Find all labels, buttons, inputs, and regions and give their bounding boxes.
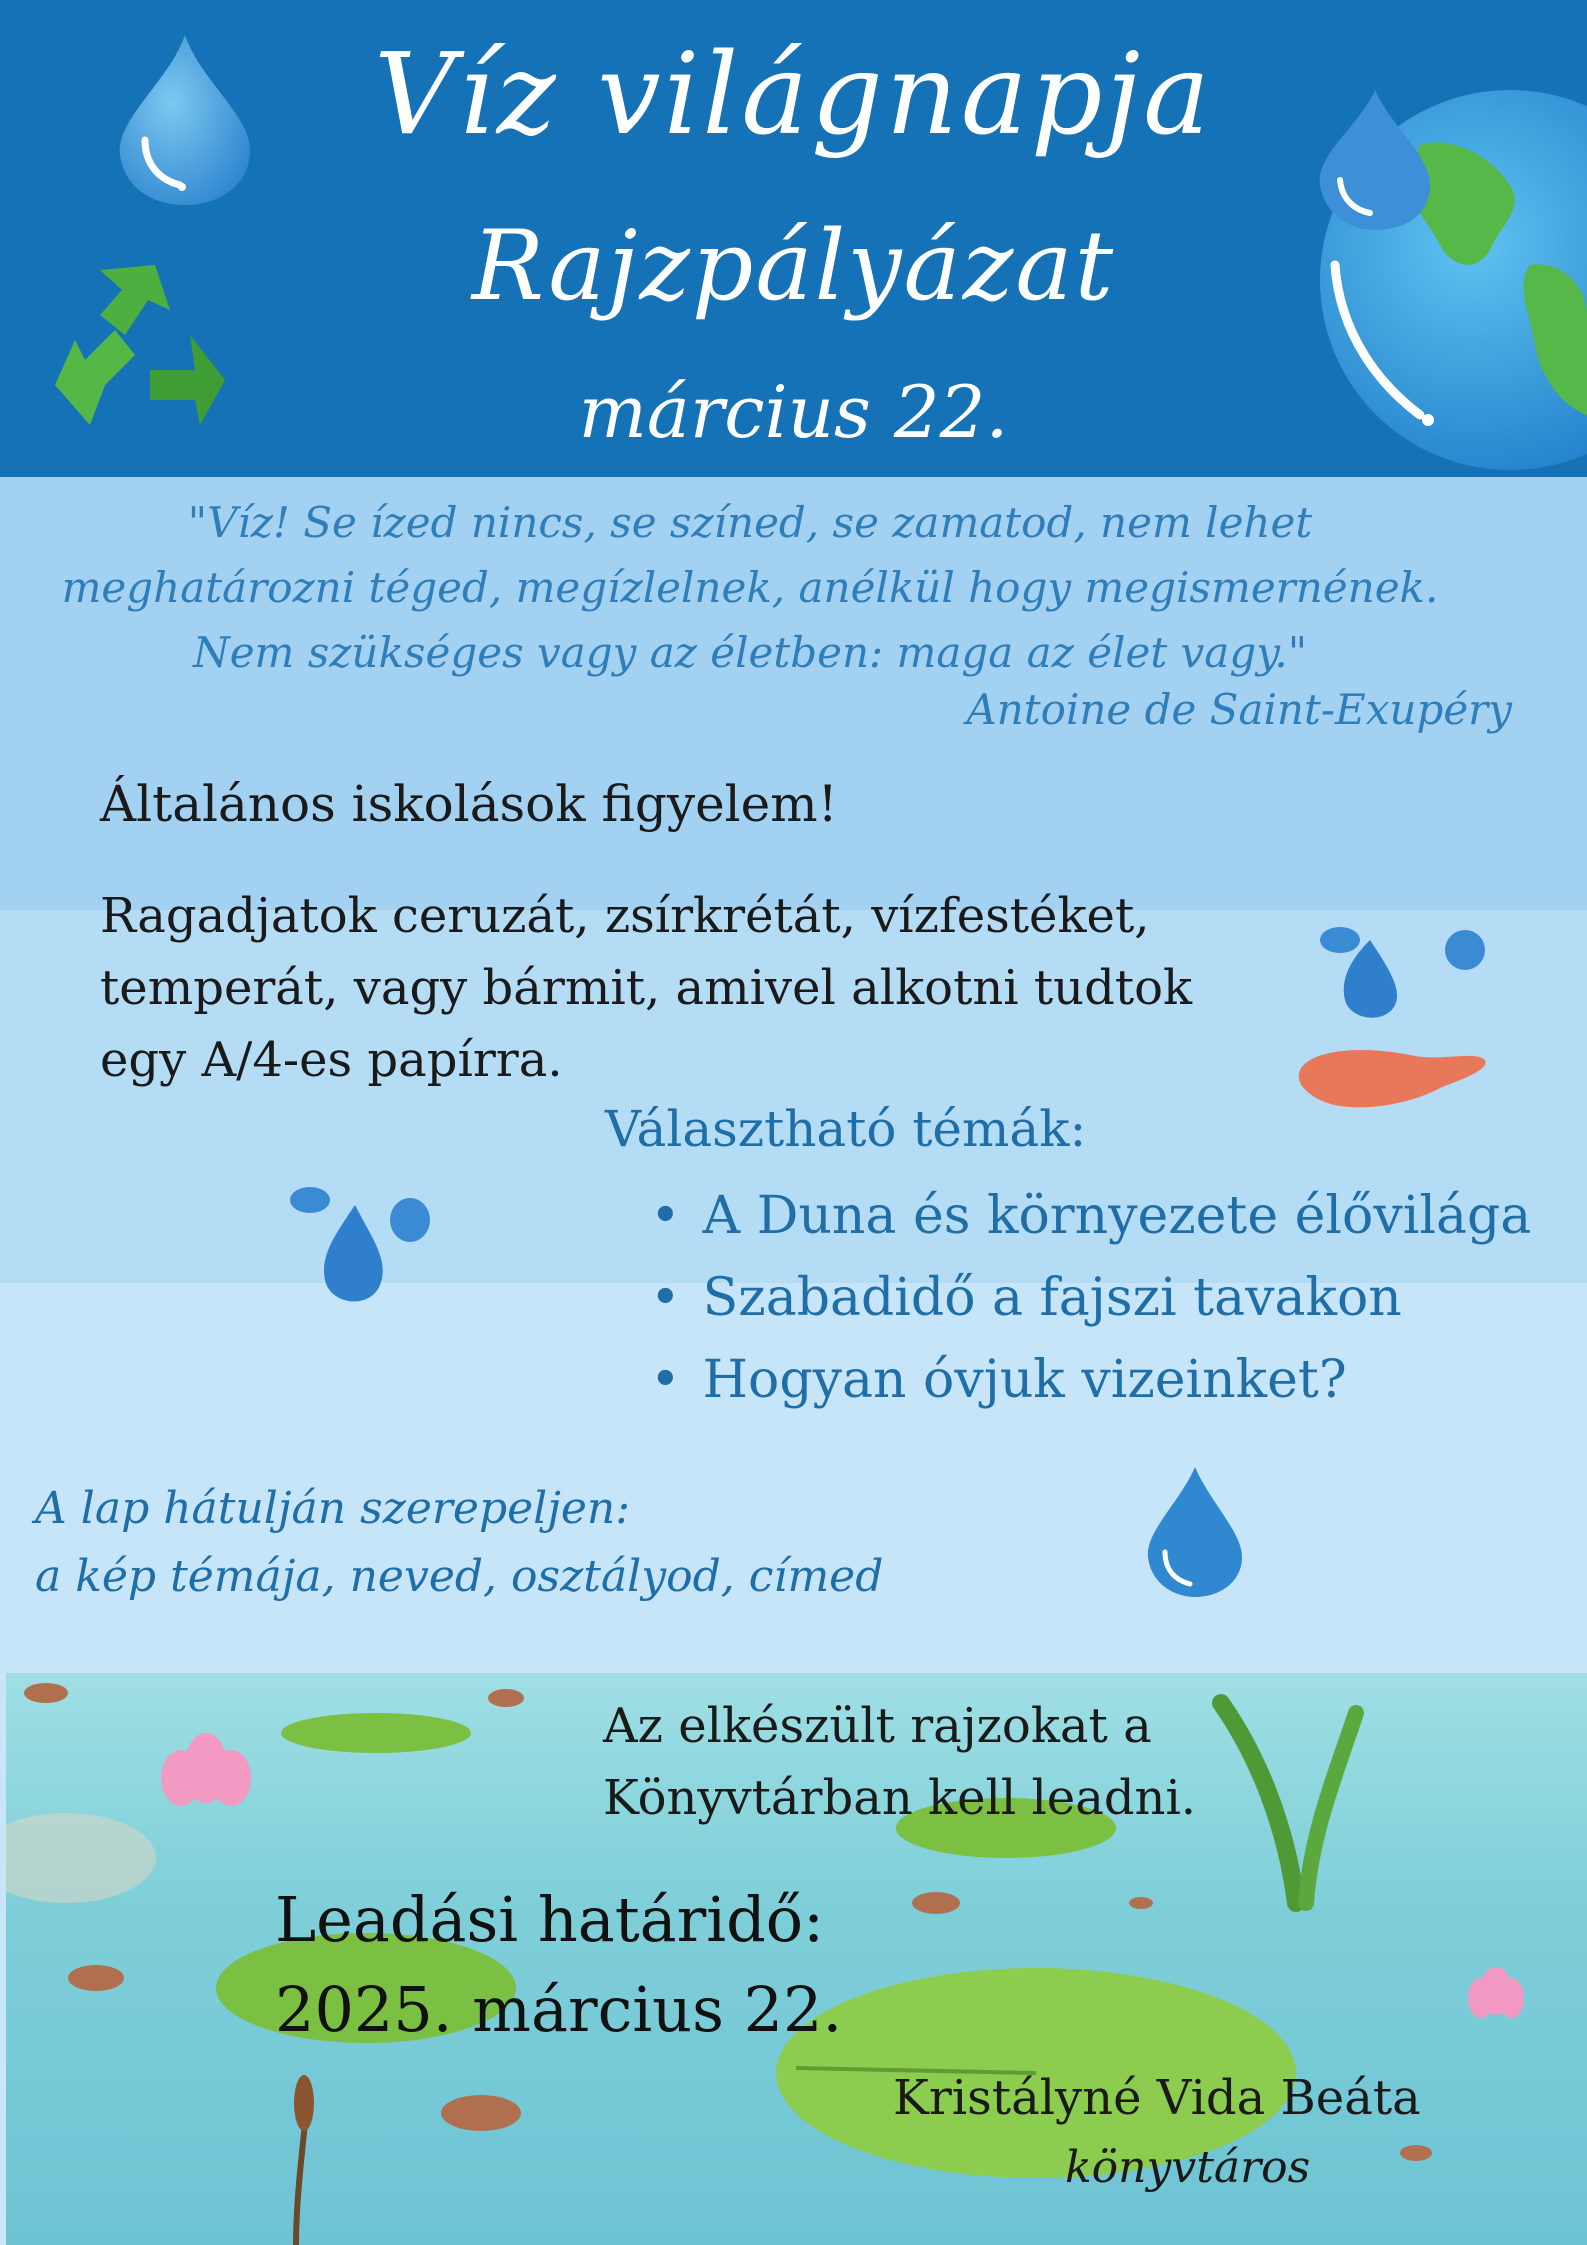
audience-heading: Általános iskolások figyelem! xyxy=(100,775,838,833)
poster-title: Víz világnapja xyxy=(374,30,1213,160)
signature-name: Kristályné Vida Beáta xyxy=(893,2070,1421,2126)
submission-line: Az elkészült rajzokat a xyxy=(603,1698,1152,1754)
quote-line: meghatározni téged, megízlelnek, anélkül hogy megismernének. xyxy=(61,563,1439,612)
poster-subtitle: Rajzpályázat xyxy=(471,210,1116,322)
poster-date: március 22. xyxy=(578,370,1009,454)
topic-item: • Hogyan óvjuk vizeinket? xyxy=(650,1339,1531,1421)
topic-item: • A Duna és környezete élővilága xyxy=(650,1175,1531,1257)
submission-info xyxy=(603,1690,1196,1834)
topic-item: • Szabadidő a fajszi tavakon xyxy=(650,1257,1531,1339)
submission-line: Könyvtárban kell leadni. xyxy=(603,1770,1197,1826)
instructions-line: Ragadjatok ceruzát, zsírkrétát, vízfestéket, xyxy=(100,888,1150,944)
instructions-line: egy A/4-es papírra. xyxy=(100,1032,563,1088)
water-drop-icon xyxy=(1140,1462,1250,1602)
deadline-date: 2025. március 22. xyxy=(275,1973,843,2046)
topics-heading: Választható témák: xyxy=(605,1100,1087,1158)
topics-list xyxy=(650,1175,1531,1421)
instructions-paragraph xyxy=(100,880,1300,1096)
hand-with-water-drops-icon xyxy=(1290,920,1500,1130)
back-note xyxy=(35,1475,883,1611)
instructions-line: temperát, vagy bármit, amivel alkotni tudtok xyxy=(100,960,1193,1016)
signature-role: könyvtáros xyxy=(1065,2142,1311,2193)
back-note-line: a kép témája, neved, osztályod, címed xyxy=(35,1551,884,1602)
header-banner xyxy=(0,0,1587,477)
quote-line: Nem szükséges vagy az életben: maga az élet vagy." xyxy=(192,628,1308,677)
back-note-line: A lap hátulján szerepeljen: xyxy=(35,1483,631,1534)
deadline-block xyxy=(275,1875,842,2055)
quote-author: Antoine de Saint-Exupéry xyxy=(966,685,1512,734)
quote-line: "Víz! Se ízed nincs, se színed, se zamatod, nem lehet xyxy=(187,498,1313,547)
deadline-label: Leadási határidő: xyxy=(275,1883,824,1956)
water-drops-icon xyxy=(285,1180,435,1320)
quote-block xyxy=(40,490,1460,685)
